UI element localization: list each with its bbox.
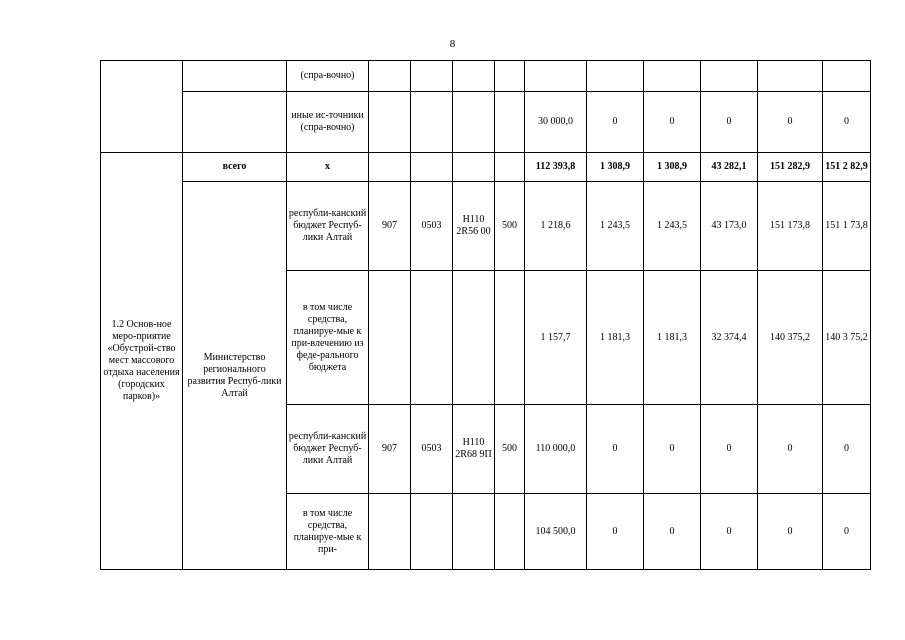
csr-cell: Н110 2R56 00 (453, 182, 495, 271)
source-cell: в том числе средства, планируе-мые к при-влечению из феде-рального бюджета (287, 271, 369, 405)
source-cell: республи-канский бюджет Респуб-лики Алтай (287, 405, 369, 494)
value-cell: 151 173,8 (758, 182, 823, 271)
vr-cell: 500 (495, 405, 525, 494)
empty-cell (495, 494, 525, 570)
value-cell: 151 1 73,8 (823, 182, 871, 271)
value-cell: 43 173,0 (701, 182, 758, 271)
empty-cell (587, 61, 644, 92)
empty-cell (411, 92, 453, 153)
grbs-cell: 907 (369, 182, 411, 271)
empty-cell (369, 61, 411, 92)
empty-cell (525, 61, 587, 92)
budget-table (100, 60, 871, 570)
value-cell: 32 374,4 (701, 271, 758, 405)
table-row-total (101, 153, 871, 182)
empty-cell (644, 61, 701, 92)
empty-cell (495, 61, 525, 92)
value-cell: 0 (644, 494, 701, 570)
empty-cell (369, 92, 411, 153)
value-cell: 0 (758, 92, 823, 153)
value-cell: 0 (823, 494, 871, 570)
total-label-cell: всего (183, 153, 287, 182)
empty-cell (101, 61, 183, 153)
value-cell: 0 (644, 405, 701, 494)
empty-cell (369, 271, 411, 405)
grbs-cell: 907 (369, 405, 411, 494)
value-cell: 112 393,8 (525, 153, 587, 182)
empty-cell (411, 153, 453, 182)
empty-cell (411, 494, 453, 570)
value-cell: 1 181,3 (587, 271, 644, 405)
value-cell: 0 (587, 405, 644, 494)
value-cell: 140 3 75,2 (823, 271, 871, 405)
csr-cell: Н110 2R68 9П (453, 405, 495, 494)
source-cell: (спра-вочно) (287, 61, 369, 92)
empty-cell (453, 494, 495, 570)
empty-cell (823, 61, 871, 92)
value-cell: 0 (644, 92, 701, 153)
value-cell: 30 000,0 (525, 92, 587, 153)
value-cell: 0 (823, 92, 871, 153)
value-cell: 43 282,1 (701, 153, 758, 182)
event-name-cell: 1.2 Основ-ное меро-приятие «Обустрой-ство мест массового отдыха населения (городских парков)» (101, 153, 183, 570)
value-cell: 1 243,5 (587, 182, 644, 271)
value-cell: 0 (758, 405, 823, 494)
source-cell: иные ис-точники (спра-вочно) (287, 92, 369, 153)
empty-cell (369, 494, 411, 570)
value-cell: 0 (701, 92, 758, 153)
value-cell: 104 500,0 (525, 494, 587, 570)
value-cell: 0 (587, 494, 644, 570)
empty-cell (183, 92, 287, 153)
value-cell: 1 157,7 (525, 271, 587, 405)
value-cell: 1 181,3 (644, 271, 701, 405)
value-cell: 1 308,9 (644, 153, 701, 182)
value-cell: 0 (823, 405, 871, 494)
value-cell: 140 375,2 (758, 271, 823, 405)
empty-cell (369, 153, 411, 182)
empty-cell (453, 271, 495, 405)
value-cell: 1 308,9 (587, 153, 644, 182)
empty-cell (411, 61, 453, 92)
rzpr-cell: 0503 (411, 182, 453, 271)
value-cell: 1 218,6 (525, 182, 587, 271)
empty-cell (701, 61, 758, 92)
executor-cell: Министерство регионального развития Респуб-лики Алтай (183, 182, 287, 570)
value-cell: 0 (701, 405, 758, 494)
source-cell: х (287, 153, 369, 182)
value-cell: 110 000,0 (525, 405, 587, 494)
empty-cell (758, 61, 823, 92)
empty-cell (453, 61, 495, 92)
table-row (101, 92, 871, 153)
rzpr-cell: 0503 (411, 405, 453, 494)
empty-cell (411, 271, 453, 405)
value-cell: 0 (701, 494, 758, 570)
empty-cell (495, 92, 525, 153)
source-cell: республи-канский бюджет Респуб-лики Алтай (287, 182, 369, 271)
table-row (101, 61, 871, 92)
empty-cell (453, 92, 495, 153)
empty-cell (495, 271, 525, 405)
value-cell: 1 243,5 (644, 182, 701, 271)
empty-cell (183, 61, 287, 92)
value-cell: 0 (587, 92, 644, 153)
empty-cell (453, 153, 495, 182)
source-cell: в том числе средства, планируе-мые к при- (287, 494, 369, 570)
value-cell: 151 282,9 (758, 153, 823, 182)
vr-cell: 500 (495, 182, 525, 271)
page-number: 8 (449, 38, 456, 50)
table-row (101, 182, 871, 271)
value-cell: 151 2 82,9 (823, 153, 871, 182)
value-cell: 0 (758, 494, 823, 570)
empty-cell (495, 153, 525, 182)
